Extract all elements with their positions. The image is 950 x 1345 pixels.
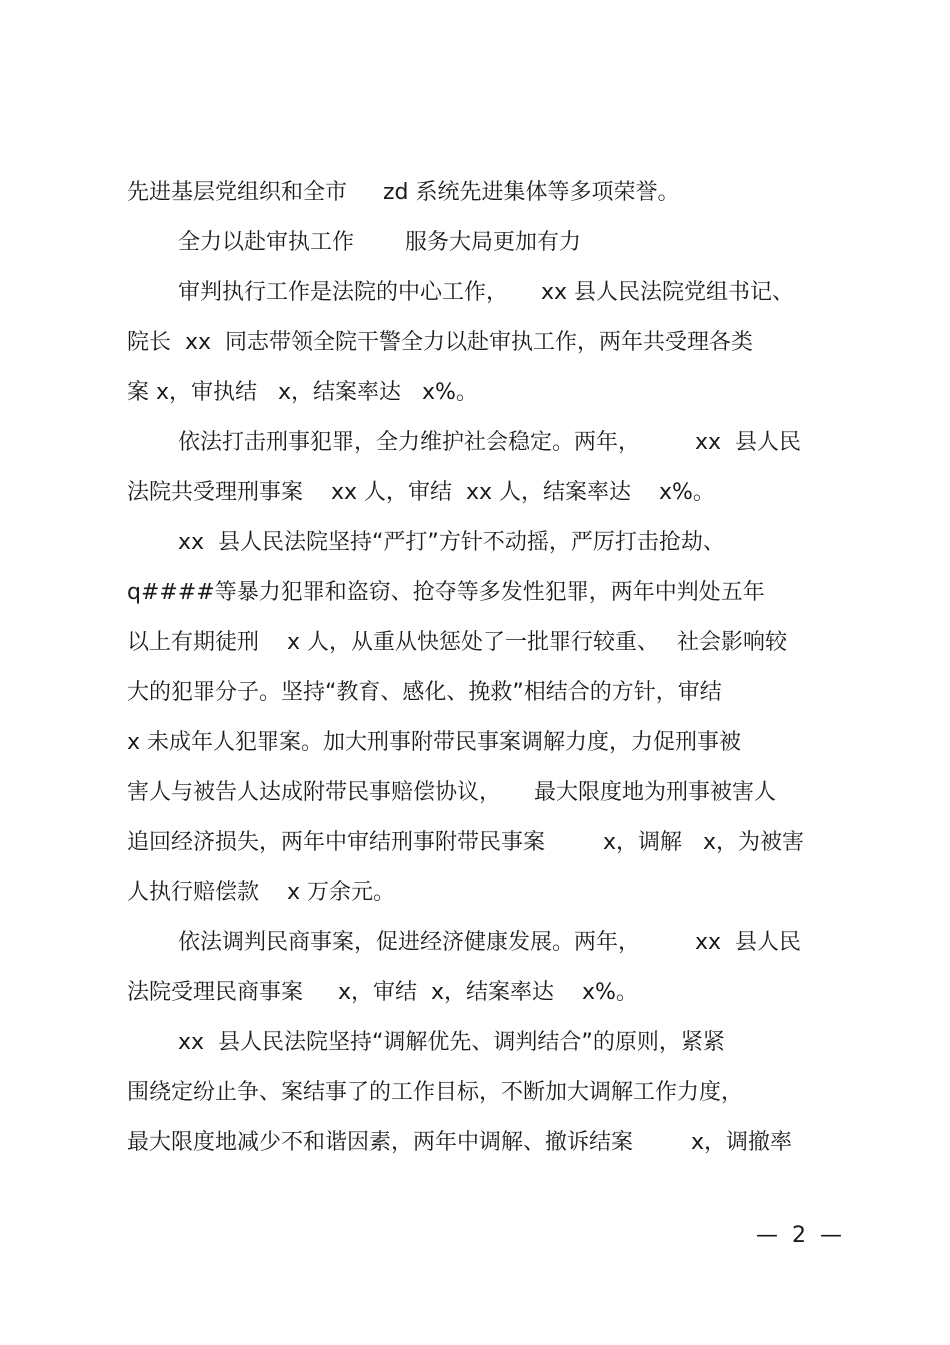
text-line-10: 以上有期徒刑 x 人，从重从快惩处了一批罪行较重、 社会影响较 [127,630,787,655]
text-line-1: 先进基层党组织和全市 zd 系统先进集体等多项荣誉。 [127,180,680,205]
text-line-12: x 未成年人犯罪案。加大刑事附带民事案调解力度，力促刑事被 [127,730,742,755]
text-line-14: 追回经济损失，两年中审结刑事附带民事案 x，调解 x，为被害 [127,830,805,855]
text-line-4: 院长 xx 同志带领全院干警全力以赴审执工作，两年共受理各类 [127,330,754,355]
text-line-7: 法院共受理刑事案 xx 人，审结 xx 人，结案率达 x%。 [127,480,715,505]
text-line-8: xx 县人民法院坚持“严打”方针不动摇，严厉打击抢劫、 [178,530,725,555]
text-line-13: 害人与被告人达成附带民事赔偿协议， 最大限度地为刑事被害人 [127,780,777,805]
text-line-16: 依法调判民商事案，促进经济健康发展。两年， xx 县人民 [178,930,802,955]
text-line-3: 审判执行工作是法院的中心工作， xx 县人民法院党组书记、 [178,280,795,305]
section-heading: 全力以赴审执工作 服务大局更加有力 [178,230,581,255]
page-number: — 2 — [756,1223,842,1248]
text-line-18: xx 县人民法院坚持“调解优先、调判结合”的原则，紧紧 [178,1030,725,1055]
text-line-9: q####等暴力犯罪和盗窃、抢夺等多发性犯罪，两年中判处五年 [127,580,765,605]
text-line-11: 大的犯罪分子。坚持“教育、感化、挽救”相结合的方针，审结 [127,680,722,705]
text-line-6: 依法打击刑事犯罪，全力维护社会稳定。两年， xx 县人民 [178,430,802,455]
text-line-15: 人执行赔偿款 x 万余元。 [127,880,395,905]
text-line-5: 案 x，审执结 x，结案率达 x%。 [127,380,478,405]
text-line-20: 最大限度地减少不和谐因素，两年中调解、撤诉结案 x，调撤率 [127,1130,793,1155]
text-line-17: 法院受理民商事案 x，审结 x，结案率达 x%。 [127,980,638,1005]
text-line-19: 围绕定纷止争、案结事了的工作目标，不断加大调解工作力度， [127,1080,744,1105]
